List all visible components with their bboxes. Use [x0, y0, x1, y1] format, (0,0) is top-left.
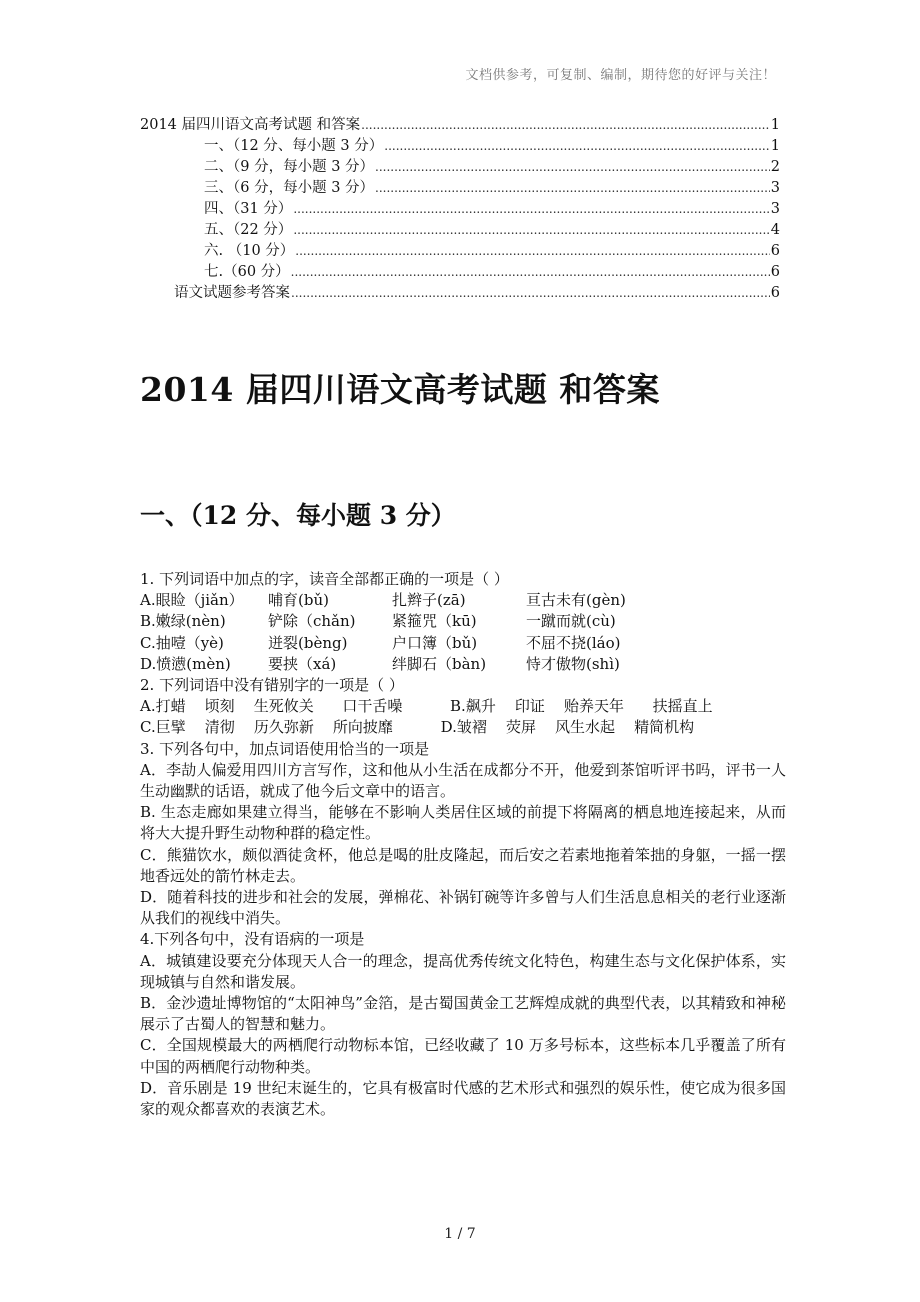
q1-option-cell: 一蹴而就(cù): [526, 612, 616, 631]
q4-option-a: A．城镇建设要充分体现天人合一的理念，提高优秀传统文化特色，构建生态与文化保护体系，实现城镇与自然和谐发展。: [140, 951, 786, 991]
toc-entry-label: 六. （10 分）: [204, 243, 295, 259]
header-note: 文档供参考，可复制、编制，期待您的好评与关注！: [465, 68, 776, 83]
q4-option-b: B．金沙遗址博物馆的“太阳神鸟”金箔，是古蜀国黄金工艺辉煌成就的典型代表，以其精致和神秘展示了古蜀人的智慧和魅力。: [140, 994, 786, 1034]
toc-entry[interactable]: [140, 113, 780, 134]
q1-option-cell: 户口簿（bǔ): [392, 633, 478, 652]
toc-leader-dots: [293, 223, 769, 237]
toc-entry[interactable]: [140, 281, 780, 302]
q3-option-b: B. 生态走廊如果建立得当，能够在不影响人类居住区域的前提下将隔离的栖息地连接起来，从而将大大提升野生动物种群的稳定性。: [140, 803, 786, 843]
toc-entry-label: 四、（31 分）: [204, 201, 293, 217]
q1-option-cell: 要挟（xá): [268, 654, 337, 673]
toc-entry-page: 1: [770, 117, 780, 133]
toc-entry-label: 语文试题参考答案: [174, 285, 290, 301]
section-heading: 一、（12 分、每小题 3 分）: [140, 501, 456, 530]
q4-option-d: D．音乐剧是 19 世纪末诞生的，它具有极富时代感的艺术形式和强烈的娱乐性，使它成为很多国家的观众都喜欢的表演艺术。: [140, 1078, 786, 1119]
q1-option-cell: D.愤懑(mèn): [140, 654, 231, 673]
page-number: 1 / 7: [444, 1226, 476, 1242]
toc-entry-label: 2014 届四川语文高考试题 和答案: [140, 117, 361, 133]
toc-entry-page: 3: [770, 201, 780, 217]
toc-entry-label: 二、（9 分，每小题 3 分）: [204, 159, 375, 175]
q1-option-row: [140, 590, 786, 611]
q3-option-c: C．熊猫饮水，颇似酒徒贪杯，他总是喝的肚皮隆起，而后安之若素地拖着笨拙的身躯，一摇一摆地香远处的箭竹林走去。: [140, 845, 786, 885]
toc-entry-label: 三、（6 分，每小题 3 分）: [204, 180, 375, 196]
q2-stem: 2. 下列词语中没有错别字的一项是（ ）: [140, 676, 404, 695]
toc-entry-label: 五、（22 分）: [204, 222, 293, 238]
q1-option-cell: 不屈不挠(láo): [526, 633, 621, 652]
q1-stem: 1. 下列词语中加点的字，读音全部都正确的一项是（ ）: [140, 570, 509, 588]
q1-option-cell: 恃才傲物(shì): [526, 654, 620, 673]
table-of-contents: [140, 113, 780, 302]
q2-options-ab: A.打蜡 顷刻 生死攸关 口干舌噪 B.飙升 印证 贻养天年 扶摇直上: [140, 697, 713, 716]
q3-option-d: D．随着科技的进步和社会的发展，弹棉花、补锅钉碗等许多曾与人们生活息息相关的老行业逐渐从我们的视线中消失。: [140, 888, 786, 928]
toc-entry-page: 6: [770, 243, 780, 259]
q3-option-a: A．李劼人偏爱用四川方言写作，这和他从小生活在成都分不开，他爱到茶馆听评书吗，评书一人生动幽默的话语，就成了他今后文章中的语言。: [140, 760, 786, 801]
toc-entry[interactable]: [140, 260, 780, 281]
q1-option-cell: 绊脚石（bàn): [392, 654, 487, 673]
toc-entry-page: 1: [770, 138, 780, 154]
toc-entry[interactable]: [140, 176, 780, 197]
document-title: 2014 届四川语文高考试题 和答案: [140, 370, 660, 409]
q1-option-row: [140, 633, 786, 654]
q2-options-cd: C.巨擘 清彻 历久弥新 所向披靡 D.皱褶 荧屏 风生水起 精简机构: [140, 718, 695, 737]
toc-leader-dots: [295, 244, 769, 258]
q1-option-cell: 哺育(bǔ): [268, 591, 329, 610]
q1-option-cell: B.嫩绿(nèn): [140, 612, 226, 631]
question-body: [140, 569, 786, 1120]
q1-option-cell: 迸裂(bèng): [268, 633, 348, 652]
toc-leader-dots: [384, 139, 770, 153]
q1-option-row: [140, 654, 786, 675]
toc-leader-dots: [375, 181, 770, 195]
toc-entry-page: 3: [770, 180, 780, 196]
q1-option-cell: 铲除（chǎn): [268, 612, 356, 631]
q1-option-cell: 紧箍咒（kū): [392, 612, 477, 631]
q1-option-row: [140, 611, 786, 632]
q1-option-cell: C.抽噎（yè): [140, 633, 224, 652]
toc-entry[interactable]: [140, 155, 780, 176]
toc-entry[interactable]: [140, 239, 780, 260]
toc-entry-page: 6: [770, 285, 780, 301]
q4-stem: 4.下列各句中，没有语病的一项是: [140, 930, 365, 949]
toc-entry-label: 一、（12 分、每小题 3 分）: [204, 138, 384, 154]
toc-leader-dots: [361, 118, 770, 132]
q1-option-cell: A.眼睑（jiǎn）: [140, 591, 244, 610]
q4-option-c: C．全国规模最大的两栖爬行动物标本馆，已经收藏了 10 万多号标本，这些标本几乎覆盖了所有中国的两栖爬行动物种类。: [140, 1036, 786, 1076]
toc-entry-label: 七.（60 分）: [204, 264, 290, 280]
q1-options: [140, 590, 786, 675]
q1-option-cell: 亘古未有(gèn): [526, 591, 626, 610]
toc-entry-page: 4: [770, 222, 780, 238]
toc-entry-page: 2: [770, 159, 780, 175]
q3-stem: 3. 下列各句中，加点词语使用恰当的一项是: [140, 739, 430, 758]
toc-entry[interactable]: [140, 134, 780, 155]
toc-entry[interactable]: [140, 218, 780, 239]
toc-entry[interactable]: [140, 197, 780, 218]
toc-entry-page: 6: [770, 264, 780, 280]
toc-leader-dots: [293, 202, 769, 216]
toc-leader-dots: [291, 265, 770, 279]
q1-option-cell: 扎辫子(zā): [392, 591, 466, 610]
toc-leader-dots: [291, 286, 770, 300]
toc-leader-dots: [375, 160, 770, 174]
